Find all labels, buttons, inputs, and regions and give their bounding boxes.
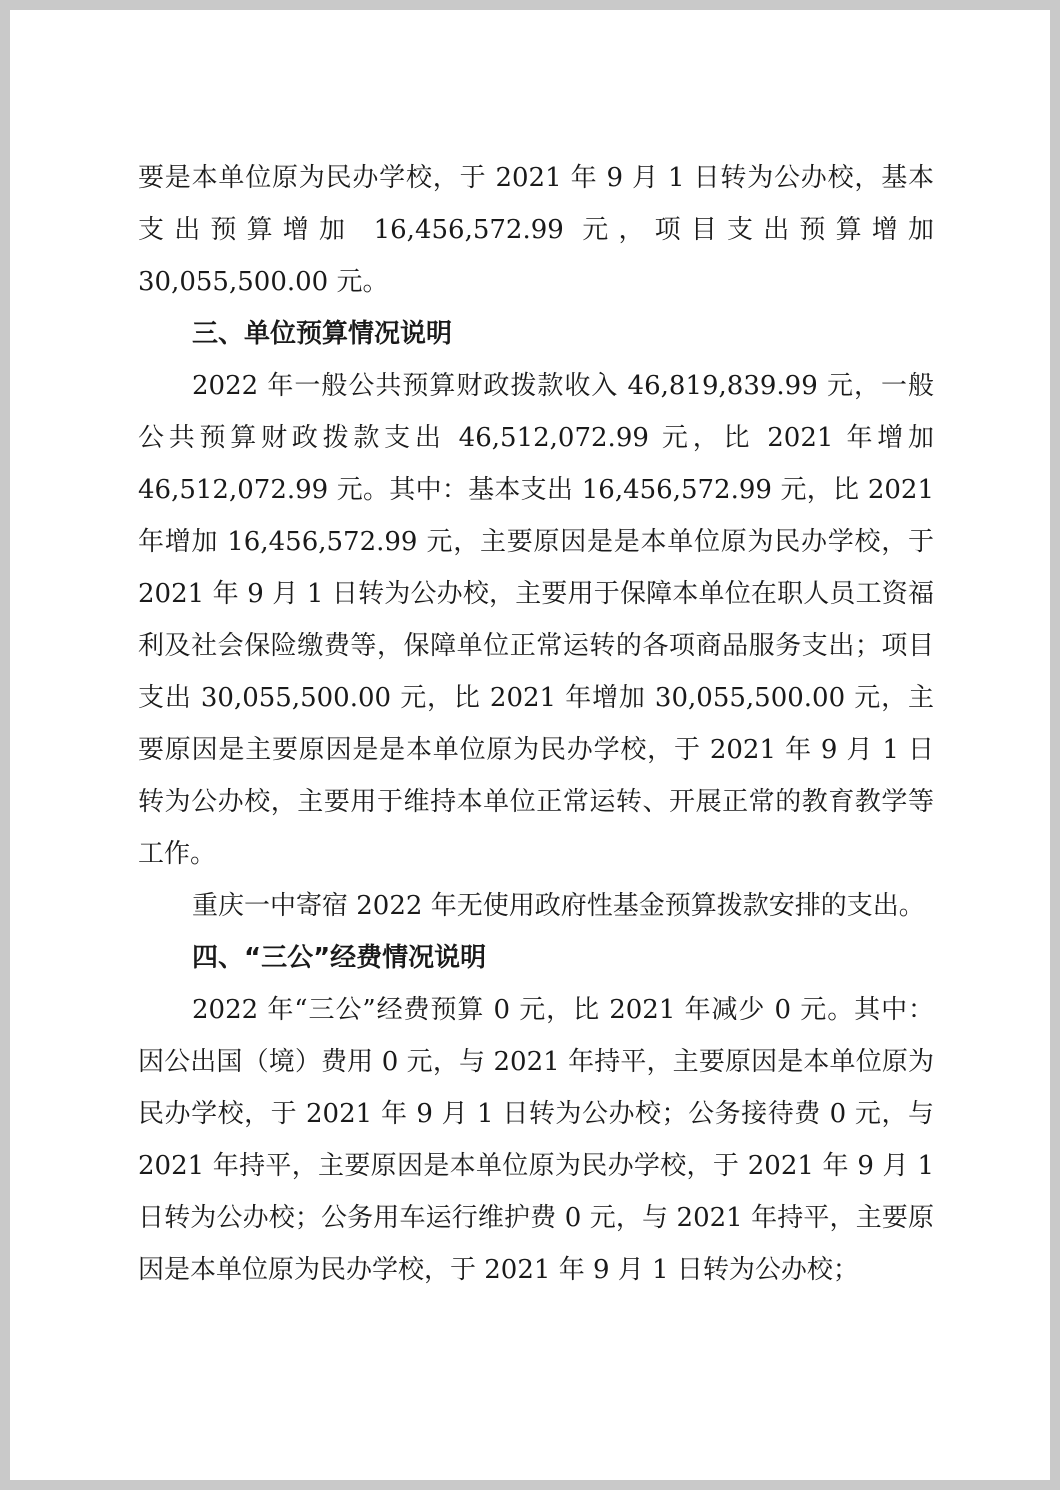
document-body — [138, 152, 934, 1296]
paragraph-continuation: 要是本单位原为民办学校，于 2021 年 9 月 1 日转为公办校，基本支出预算增加 16,456,572.99 元，项目支出预算增加 30,055,500.00 元。 — [138, 163, 934, 297]
paragraph-unit-budget: 2022 年一般公共预算财政拨款收入 46,819,839.99 元，一般公共预算财政拨款支出 46,512,072.99 元，比 2021 年增加 46,512,072.99 元。其中：基本支出 16,456,572.99 元，比 2021 年增加 16,456,572.99 元，主要原因是是本单位原为民办学校，于 2021 年 9 月 1 日转为公办校，主要用于保障本单位在职人员工资福利及社会保险缴费等，保障单位正常运转的各项商品服务支出；项目支出 30,055,500.00 元，比 2021 年增加 30,055,500.00 元，主要原因是主要原因是是本单位原为民办学校，于 2021 年 9 月 1 日转为公办校，主要用于维持本单位正常运转、开展正常的教育教学等工作。 — [138, 371, 934, 869]
paragraph-government-fund: 重庆一中寄宿 2022 年无使用政府性基金预算拨款安排的支出。 — [192, 891, 925, 921]
paragraph-three-public: 2022 年“三公”经费预算 0 元，比 2021 年减少 0 元。其中：因公出国（境）费用 0 元，与 2021 年持平，主要原因是本单位原为民办学校，于 2021 年 9 月 1 日转为公办校；公务接待费 0 元，与 2021 年持平，主要原因是本单位原为民办学校，于 2021 年 9 月 1 日转为公办校；公务用车运行维护费 0 元，与 2021 年持平，主要原因是本单位原为民办学校，于 2021 年 9 月 1 日转为公办校； — [138, 995, 934, 1285]
section-heading-three-public: 四、“三公”经费情况说明 — [192, 943, 487, 973]
section-heading-unit-budget: 三、单位预算情况说明 — [192, 319, 453, 349]
document-page — [10, 10, 1050, 1480]
